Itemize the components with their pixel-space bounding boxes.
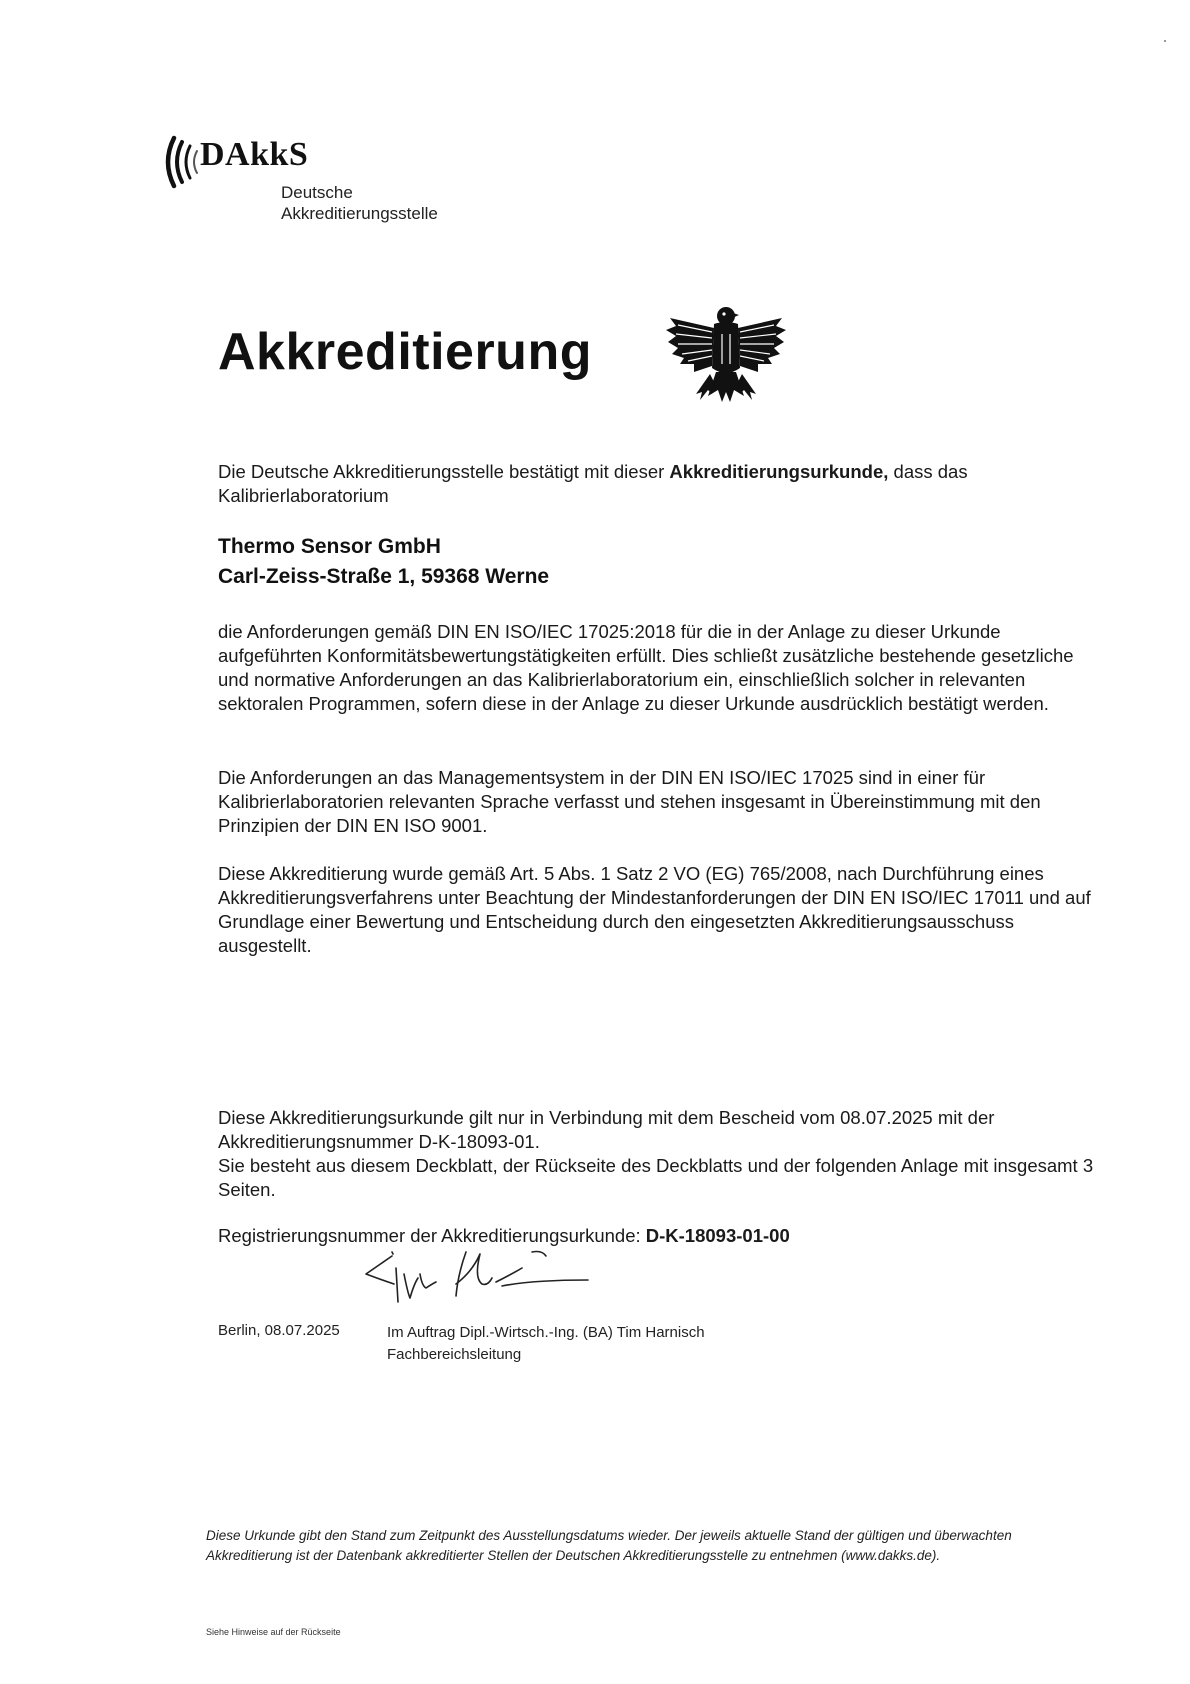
registration-line — [218, 1224, 1098, 1248]
validity-block — [218, 1106, 1098, 1202]
footer-note: Diese Urkunde gibt den Stand zum Zeitpunkt des Ausstellungsdatums wieder. Der jeweils aktuelle Stand der gültigen und überwachten Akkreditierung ist der Datenbank akkreditierter Stellen der Deutschen Akkreditierungsstelle zu entnehmen (www.dakks.de). — [206, 1528, 1012, 1563]
dakks-waves-icon — [160, 132, 200, 192]
logo-line-2: Akkreditierungsstelle — [281, 204, 438, 223]
accreditation-basis-paragraph: Diese Akkreditierung wurde gemäß Art. 5 Abs. 1 Satz 2 VO (EG) 765/2008, nach Durchführung eines Akkreditierungsverfahrens unter Beachtung der Mindestanforderungen der DIN EN ISO/IEC 17011 und auf Grundlage einer Bewertung und Entscheidung durch den eingesetzten Akkreditierungsausschuss ausgestellt. — [218, 863, 1091, 956]
intro-text-bold: Akkreditierungsurkunde, — [669, 461, 889, 482]
requirements-paragraph: die Anforderungen gemäß DIN EN ISO/IEC 17025:2018 für die in der Anlage zu dieser Urkunde aufgeführten Konformitätsbewertungstätigkeiten erfüllt. Dies schließt zusätzliche bestehende gesetzliche und normative Anforderungen an das Kalibrierlaboratorium ein, einschließlich solcher in relevanten sektoralen Programmen, sofern diese in der Anlage zu dieser Urkunde ausdrücklich bestätigt werden. — [218, 621, 1074, 714]
place-and-date: Berlin, 08.07.2025 — [218, 1322, 340, 1339]
scan-speck — [1164, 40, 1166, 42]
intro-paragraph — [218, 460, 1098, 508]
validity-line-1: Diese Akkreditierungsurkunde gilt nur in Verbindung mit dem Bescheid vom 08.07.2025 mit der Akkreditierungsnummer D-K-18093-01. — [218, 1107, 995, 1152]
validity-line-2: Sie besteht aus diesem Deckblatt, der Rückseite des Deckblatts und der folgenden Anlage mit insgesamt 3 Seiten. — [218, 1155, 1094, 1200]
management-system-paragraph: Die Anforderungen an das Managementsystem in der DIN EN ISO/IEC 17025 sind in einer für Kalibrierlaboratorien relevanten Sprache verfasst und stehen insgesamt in Übereinstimmung mit den Prinzipien der DIN EN ISO 9001. — [218, 767, 1041, 836]
signer-role: Fachbereichsleitung — [387, 1346, 522, 1363]
company-address: Carl-Zeiss-Straße 1, 59368 Werne — [218, 565, 550, 588]
intro-text-pre: Die Deutsche Akkreditierungsstelle bestätigt mit dieser — [218, 461, 670, 482]
intro-text-post: dass das Kalibrierlaboratorium — [218, 461, 968, 506]
company-block — [218, 532, 549, 592]
signer-block — [387, 1322, 705, 1366]
company-name: Thermo Sensor GmbH — [218, 535, 441, 558]
back-side-note: Siehe Hinweise auf der Rückseite — [206, 1627, 341, 1637]
registration-label: Registrierungsnummer der Akkreditierungsurkunde: — [218, 1225, 646, 1246]
page-title: Akkreditierung — [218, 323, 592, 381]
logo-line-1: Deutsche — [281, 183, 353, 202]
logo-brand: DAkkS — [200, 136, 309, 173]
registration-number: D-K-18093-01-00 — [645, 1225, 790, 1246]
dakks-logo — [160, 128, 460, 228]
handwritten-signature-icon — [362, 1244, 612, 1314]
federal-eagle-icon — [664, 298, 788, 410]
signer-name: Im Auftrag Dipl.-Wirtsch.-Ing. (BA) Tim Harnisch — [387, 1324, 705, 1341]
